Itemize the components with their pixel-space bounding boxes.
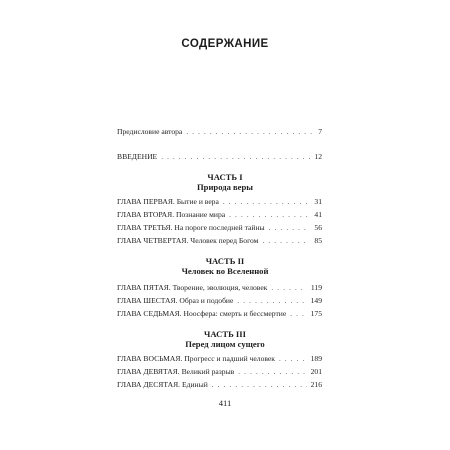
- toc-entry-page: 31: [314, 197, 322, 206]
- toc-entry-chapter: [117, 380, 322, 390]
- toc-entry-chapter: [117, 283, 322, 293]
- toc-entry-label: ГЛАВА ШЕСТАЯ. Образ и подобие: [117, 296, 234, 305]
- toc-entry-label: ГЛАВА ЧЕТВЕРТАЯ. Человек перед Богом: [117, 236, 259, 245]
- toc-entry-page: 189: [310, 354, 322, 363]
- toc-entry-chapter: [117, 197, 322, 207]
- toc-entry-chapter: [117, 367, 322, 377]
- toc-entry-page: 201: [310, 367, 322, 376]
- toc-entry-chapter: [117, 296, 322, 306]
- toc-entry-introduction: [117, 152, 322, 162]
- page-number: 411: [218, 398, 232, 408]
- dot-leader: [186, 128, 314, 137]
- toc-entry-page: 7: [318, 127, 322, 136]
- part-subtitle: Человек во Вселенной: [181, 266, 269, 276]
- dot-leader: [212, 381, 307, 390]
- toc-entry-label: ГЛАВА ВТОРАЯ. Познание мира: [117, 210, 226, 219]
- toc-entry-chapter: [117, 223, 322, 233]
- part-subtitle: Природа веры: [197, 182, 253, 192]
- dot-leader: [271, 284, 307, 293]
- toc-entry-label: ГЛАВА ПЕРВАЯ. Бытие и вера: [117, 197, 219, 206]
- toc-entry-page: 85: [314, 236, 322, 245]
- dot-leader: [223, 198, 311, 207]
- toc-entry-label: ВВЕДЕНИЕ: [117, 152, 158, 161]
- dot-leader: [290, 310, 306, 319]
- dot-leader: [262, 237, 310, 246]
- dot-leader: [279, 355, 307, 364]
- toc-entry-page: 149: [310, 296, 322, 305]
- toc-entry-chapter: [117, 354, 322, 364]
- toc-entry-chapter: [117, 210, 322, 220]
- toc-entry-chapter: [117, 309, 322, 319]
- toc-entry-page: 12: [314, 152, 322, 161]
- dot-leader: [269, 224, 311, 233]
- dot-leader: [238, 368, 306, 377]
- toc-entry-page: 119: [310, 283, 322, 292]
- toc-entry-label: ГЛАВА ДЕВЯТАЯ. Великий разрыв: [117, 367, 235, 376]
- toc-entry-label: ГЛАВА ДЕСЯТАЯ. Единый: [117, 380, 208, 389]
- toc-entry-label: Предисловие автора: [117, 127, 183, 136]
- part-subtitle: Перед лицом сущего: [185, 339, 265, 349]
- dot-leader: [161, 153, 310, 162]
- dot-leader: [237, 297, 306, 306]
- toc-entry-label: ГЛАВА ТРЕТЬЯ. На пороге последней тайны: [117, 223, 265, 232]
- page-title: СОДЕРЖАНИЕ: [181, 38, 269, 50]
- part-heading: ЧАСТЬ I: [207, 172, 243, 182]
- part-heading: ЧАСТЬ II: [205, 256, 245, 266]
- toc-entry-page: 175: [310, 309, 322, 318]
- toc-entry-label: ГЛАВА ВОСЬМАЯ. Прогресс и падший человек: [117, 354, 275, 363]
- toc-entry-label: ГЛАВА ПЯТАЯ. Творение, эволюция, человек: [117, 283, 268, 292]
- dot-leader: [229, 211, 310, 220]
- toc-entry-page: 216: [310, 380, 322, 389]
- toc-entry-preface: [117, 127, 322, 137]
- toc-entry-label: ГЛАВА СЕДЬМАЯ. Ноосфера: смерть и бессмертие: [117, 309, 287, 318]
- toc-entry-page: 56: [314, 223, 322, 232]
- part-heading: ЧАСТЬ III: [204, 329, 246, 339]
- toc-entry-page: 41: [314, 210, 322, 219]
- toc-entry-chapter: [117, 236, 322, 246]
